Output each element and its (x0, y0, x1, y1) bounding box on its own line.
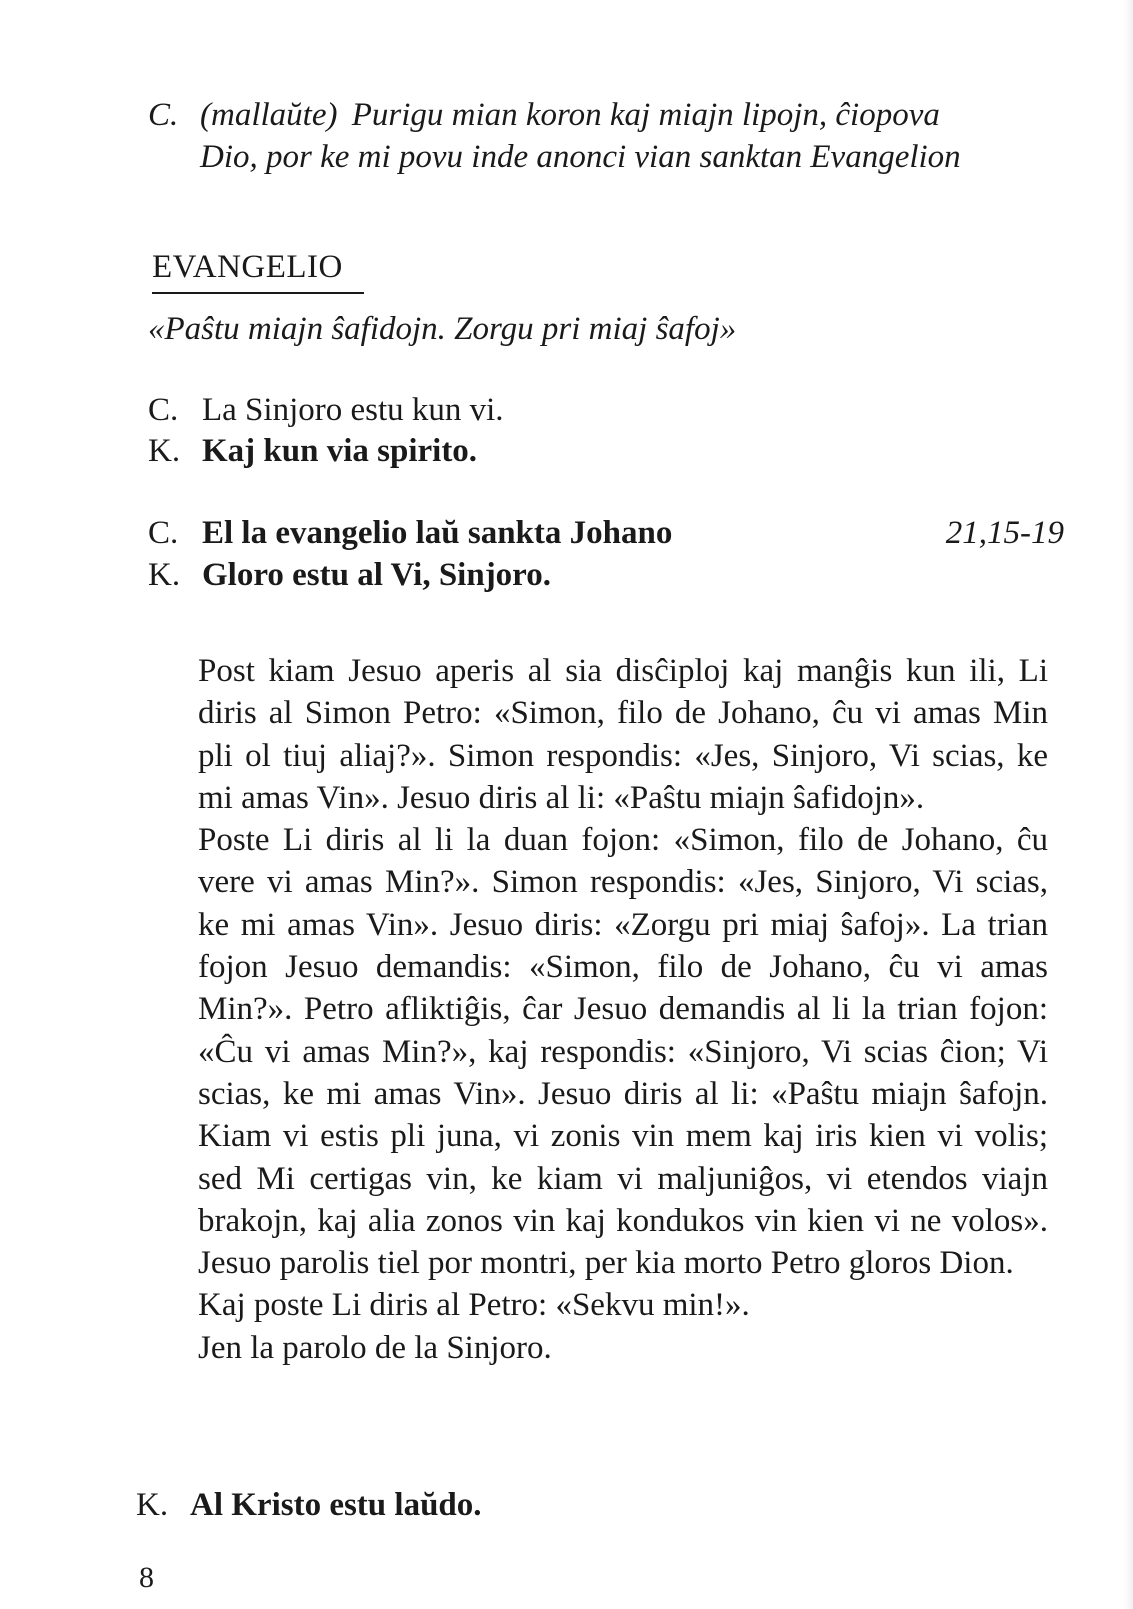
gospel-paragraph: Post kiam Jesuo aperis al sia disĉiploj kaj manĝis kun ili, Li diris al Simon Petro: «Simon, filo de Johano, ĉu vi amas Min pli ol tiuj aliaj?». Simon respondis: «Jes, Sinjoro, Vi scias, ke mi amas Vin». Jesuo diris al li: «Paŝtu miajn ŝafidojn». (198, 653, 1048, 816)
dialogue-text: La Sinjoro estu kun vi. (202, 392, 504, 428)
prayer-rubric: (mallaŭte) (200, 97, 338, 133)
heading-underline (152, 292, 364, 294)
dialogue-response: Gloro estu al Vi, Sinjoro. (202, 557, 551, 593)
dialogue-response: Kaj kun via spirito. (202, 433, 478, 469)
prayer-line-2 (200, 136, 961, 178)
page-edge-shadow (1123, 0, 1133, 1609)
speaker-label: C. (148, 392, 179, 428)
speaker-label: K. (148, 433, 181, 469)
scripture-reference: 21,15-19 (945, 515, 1064, 551)
gospel-motto: «Paŝtu miajn ŝafidojn. Zorgu pri miaj ŝafoj» (148, 311, 737, 347)
speaker-label: C. (148, 515, 179, 551)
prayer-label: C. (148, 97, 179, 133)
gospel-paragraph: Kaj poste Li diris al Petro: «Sekvu min!». (198, 1287, 750, 1324)
gospel-text (198, 650, 1048, 1369)
page-number: 8 (139, 1561, 154, 1594)
closing-text: Al Kristo estu laŭdo. (190, 1487, 482, 1523)
gospel-paragraph: Poste Li diris al li la duan fojon: «Simon, filo de Johano, ĉu vere vi amas Min?». Simon respondis: «Jes, Sinjoro, Vi scias, ke mi amas Vin». Jesuo diris: «Zorgu pri miaj ŝafoj». La trian fojon Jesuo demandis: «Simon, filo de Johano, ĉu vi amas Min?». Petro afliktiĝis, ĉar Jesuo demandis al li la trian fojon: «Ĉu vi amas Min?», kaj respondis: «Sinjoro, Vi scias ĉion; Vi scias, ke mi amas Vin». Jesuo diris al li: «Paŝtu miajn ŝafojn. Kiam vi estis pli juna, vi zonis vin mem kaj iris kien vi volis; sed Mi certigas vin, ke kiam vi maljuniĝos, vi etendos viajn brakojn, kaj alia zonos vin kaj kondukos vin kien vi ne volos». Jesuo parolis tiel por montri, per kia morto Petro gloros Dion. (198, 822, 1048, 1282)
gospel-paragraph: Jen la parolo de la Sinjoro. (198, 1329, 552, 1366)
prayer-text-continued: Dio, por ke mi povu inde anonci vian sanktan Evangelion (200, 139, 961, 175)
gospel-announcement: El la evangelio laŭ sankta Johano (202, 515, 673, 551)
speaker-label: K. (136, 1487, 169, 1523)
section-heading: EVANGELIO (152, 249, 343, 285)
speaker-label: K. (148, 557, 181, 593)
prayer-text: Purigu mian koron kaj miajn lipojn, ĉiopova (351, 97, 940, 133)
